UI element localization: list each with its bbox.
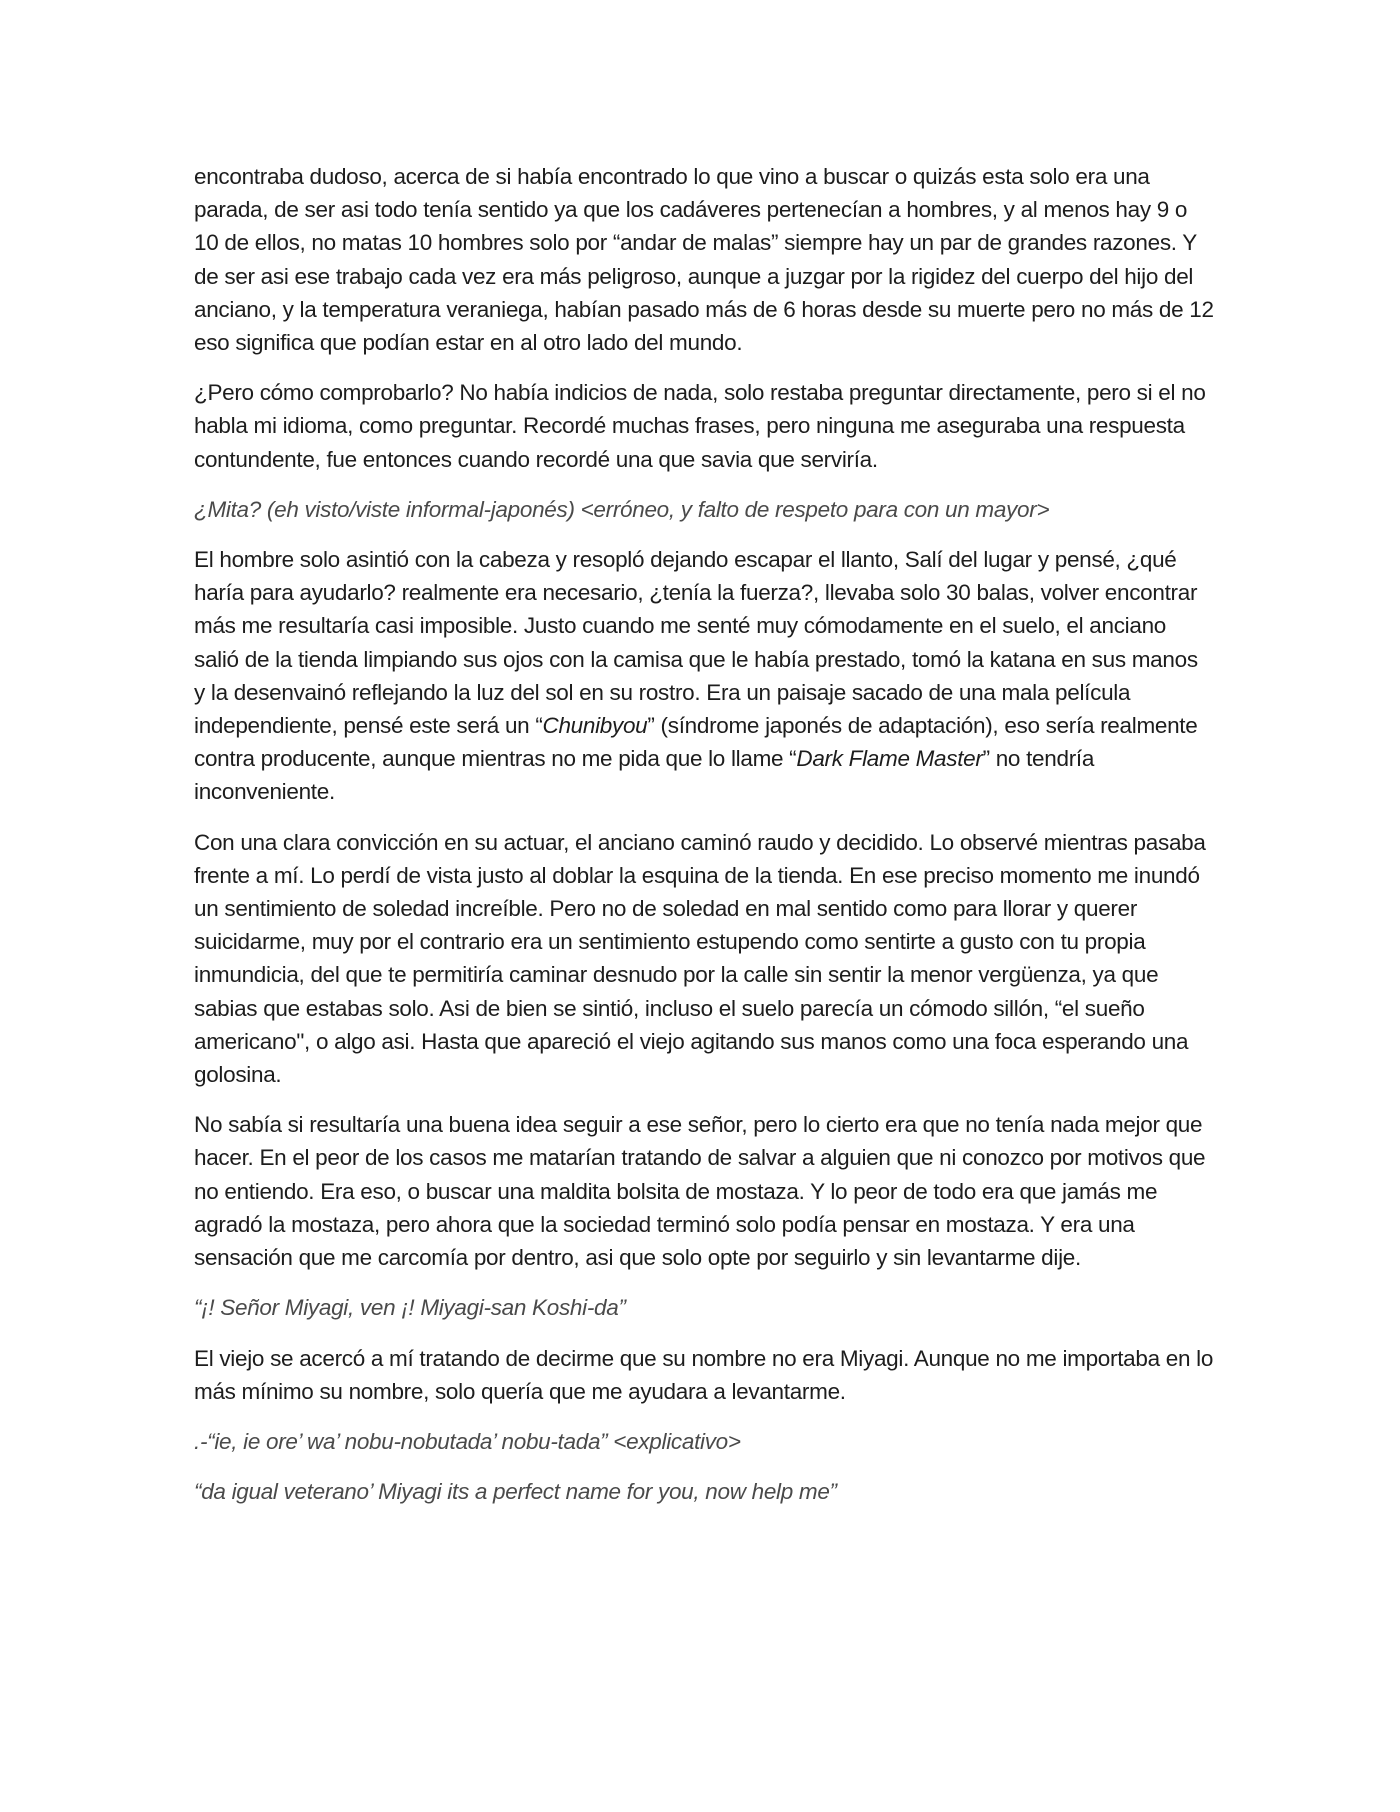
dialogue-line-4: “da igual veterano’ Miyagi its a perfect name for you, now help me”: [194, 1479, 837, 1505]
page-body: [194, 160, 1214, 1525]
paragraph-1: encontraba dudoso, acerca de si había encontrado lo que vino a buscar o quizás esta solo era una parada, de ser asi todo tenía sentido ya que los cadáveres pertenecían a hombres, y al menos hay 9 o 10 de ellos, no matas 10 hombres solo por “andar de malas” siempre hay un par de grandes razones. Y de ser asi ese trabajo cada vez era más peligroso, aunque a juzgar por la rigidez del cuerpo del hijo del anciano, y la temperatura veraniega, habían pasado más de 6 horas desde su muerte pero no más de 12 eso significa que podían estar en al otro lado del mundo.: [194, 164, 1214, 356]
paragraph-3-emphasis-2: Dark Flame Master: [796, 746, 983, 772]
paragraph-2: ¿Pero cómo comprobarlo? No había indicios de nada, solo restaba preguntar directamente, pero si el no habla mi idioma, como preguntar. Recordé muchas frases, pero ninguna me aseguraba una respuesta contundente, fue entonces cuando recordé una que savia que serviría.: [194, 380, 1206, 472]
paragraph-3-emphasis-1: Chunibyou: [542, 713, 648, 739]
paragraph-3: [194, 543, 1214, 809]
paragraph-5: No sabía si resultaría una buena idea seguir a ese señor, pero lo cierto era que no tenía nada mejor que hacer. En el peor de los casos me matarían tratando de salvar a alguien que ni conozco por motivos que no entiendo. Era eso, o buscar una maldita bolsita de mostaza. Y lo peor de todo era que jamás me agradó la mostaza, pero ahora que la sociedad terminó solo podía pensar en mostaza. Y era una sensación que me carcomía por dentro, asi que solo opte por seguirlo y sin levantarme dije.: [194, 1112, 1206, 1271]
paragraph-3-text-3: ” no tendría inconveniente.: [194, 746, 1095, 805]
paragraph-6: El viejo se acercó a mí tratando de decirme que su nombre no era Miyagi. Aunque no me importaba en lo más mínimo su nombre, solo quería que me ayudara a levantarme.: [194, 1345, 1214, 1404]
dialogue-line-3: .-“ie, ie ore’ wa’ nobu-nobutada’ nobu-tada” <explicativo>: [194, 1428, 741, 1454]
paragraph-4: Con una clara convicción en su actuar, el anciano caminó raudo y decidido. Lo observé mientras pasaba frente a mí. Lo perdí de vista justo al doblar la esquina de la tienda. En ese preciso momento me inundó un sentimiento de soledad increíble. Pero no de soledad en mal sentido como para llorar y querer suicidarme, muy por el contrario era un sentimiento estupendo como sentirte a gusto con tu propia inmundicia, del que te permitiría caminar desnudo por la calle sin sentir la menor vergüenza, ya que sabias que estabas solo. Asi de bien se sintió, incluso el suelo parecía un cómodo sillón, “el sueño americano", o algo asi. Hasta que apareció el viejo agitando sus manos como una foca esperando una golosina.: [194, 829, 1206, 1088]
dialogue-line-1: ¿Mita? (eh visto/viste informal-japonés) <erróneo, y falto de respeto para con un mayor>: [194, 496, 1050, 522]
dialogue-line-2: “¡! Señor Miyagi, ven ¡! Miyagi-san Koshi-da”: [194, 1295, 626, 1321]
paragraph-3-text-1: El hombre solo asintió con la cabeza y resopló dejando escapar el llanto, Salí del lugar y pensé, ¿qué haría para ayudarlo? realmente era necesario, ¿tenía la fuerza?, llevaba solo 30 balas, volver encontrar más me resultaría casi imposible. Justo cuando me senté muy cómodamente en el suelo, el anciano salió de la tienda limpiando sus ojos con la camisa que le había prestado, tomó la katana en sus manos y la desenvainó reflejando la luz del sol en su rostro. Era un paisaje sacado de una mala película independiente, pensé este será un “: [194, 547, 1198, 739]
paragraph-3-text-2: ” (síndrome japonés de adaptación), eso sería realmente contra producente, aunque mientras no me pida que lo llame “: [194, 713, 1198, 772]
